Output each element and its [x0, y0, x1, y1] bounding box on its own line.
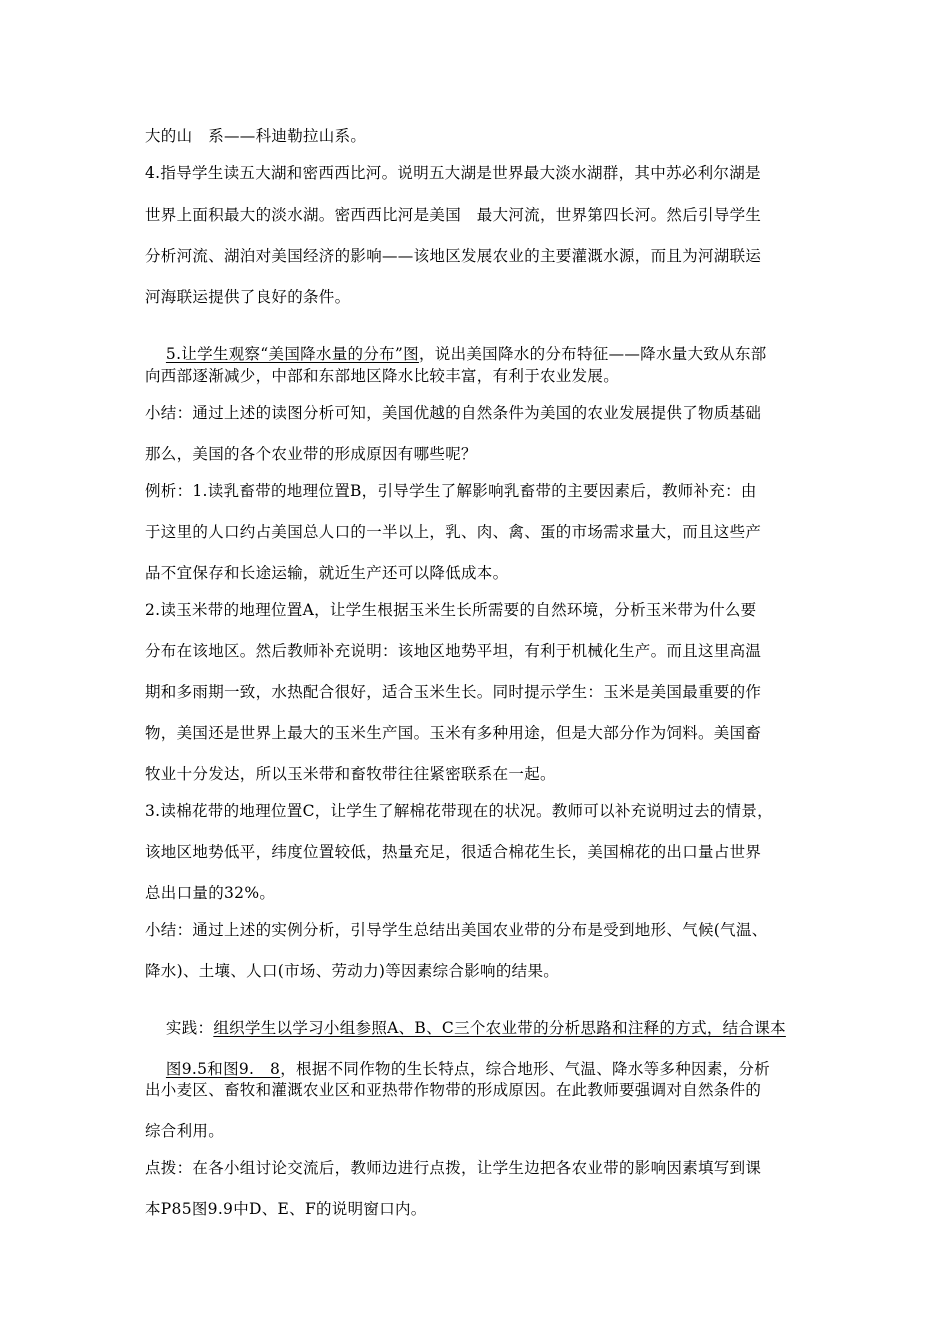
text-line: 该地区地势低平，纬度位置较低，热量充足，很适合棉花生长，美国棉花的出口量占世界 — [145, 843, 762, 861]
text-line: 于这里的人口约占美国总人口的一半以上，乳、肉、禽、蛋的市场需求量大，而且这些产 — [145, 523, 762, 541]
text-line: 点拨：在各小组讨论交流后，教师边进行点拨，让学生边把各农业带的影响因素填写到课 — [145, 1159, 762, 1177]
text-line: 物，美国还是世界上最大的玉米生产国。玉米有多种用途，但是大部分作为饲料。美国畜 — [145, 724, 762, 742]
text-line: 出小麦区、畜牧和灌溉农业区和亚热带作物带的形成原因。在此教师要强调对自然条件的 — [145, 1081, 762, 1099]
text-line: 小结：通过上述的读图分析可知，美国优越的自然条件为美国的农业发展提供了物质基础 — [145, 404, 762, 422]
text-line: 分布在该地区。然后教师补充说明：该地区地势平坦，有利于机械化生产。而且这里高温 — [145, 642, 762, 660]
text-line: 期和多雨期一致，水热配合很好，适合玉米生长。同时提示学生：玉米是美国最重要的作 — [145, 683, 762, 701]
text-line: 向西部逐渐减少，中部和东部地区降水比较丰富，有利于农业发展。 — [145, 367, 620, 385]
text-span: ，根据不同作物的生长特点，综合地形、气温、降水等多种因素，分析 — [280, 1060, 771, 1078]
text-line: 河海联运提供了良好的条件。 — [145, 288, 351, 306]
text-line: 那么，美国的各个农业带的形成原因有哪些呢？ — [145, 445, 477, 463]
text-line: 大的山 系——科迪勒拉山系。 — [145, 127, 367, 145]
text-line: 分析河流、湖泊对美国经济的影响——该地区发展农业的主要灌溉水源，而且为河湖联运 — [145, 247, 762, 265]
underlined-text: 图9.5和图9. 8 — [165, 1060, 281, 1078]
text-line: 2.读玉米带的地理位置A，让学生根据玉米生长所需要的自然环境，分析玉米带为什么要 — [145, 601, 757, 619]
text-line: 综合利用。 — [145, 1122, 225, 1140]
text-line: 总出口量的32%。 — [145, 884, 276, 902]
text-span: ，说出美国降水的分布特征——降水量大致从东部 — [418, 345, 767, 363]
underlined-text: 5.让学生观察“美国降水量的分布”图 — [165, 345, 419, 363]
text-line: 品不宜保存和长途运输，就近生产还可以降低成本。 — [145, 564, 509, 582]
underlined-text: 组织学生以学习小组参照A、B、C三个农业带的分析思路和注释的方式，结合课本 — [213, 1019, 786, 1037]
text-line: 世界上面积最大的淡水湖。密西西比河是美国 最大河流，世界第四长河。然后引导学生 — [145, 206, 762, 224]
text-line: 4.指导学生读五大湖和密西西比河。说明五大湖是世界最大淡水湖群，其中苏必利尔湖是 — [145, 164, 761, 182]
text-span: 实践： — [165, 1019, 214, 1037]
text-line: 例析：1.读乳畜带的地理位置B，引导学生了解影响乳畜带的主要因素后，教师补充：由 — [145, 482, 757, 500]
text-line: 牧业十分发达，所以玉米带和畜牧带往往紧密联系在一起。 — [145, 765, 556, 783]
text-line: 本P85图9.9中D、E、F的说明窗口内。 — [145, 1200, 427, 1218]
text-line: 降水)、土壤、人口(市场、劳动力)等因素综合影响的结果。 — [145, 962, 560, 980]
text-line: 3.读棉花带的地理位置C，让学生了解棉花带现在的状况。教师可以补充说明过去的情景， — [145, 802, 773, 820]
text-line: 小结：通过上述的实例分析，引导学生总结出美国农业带的分布是受到地形、气候(气温、 — [145, 921, 768, 939]
